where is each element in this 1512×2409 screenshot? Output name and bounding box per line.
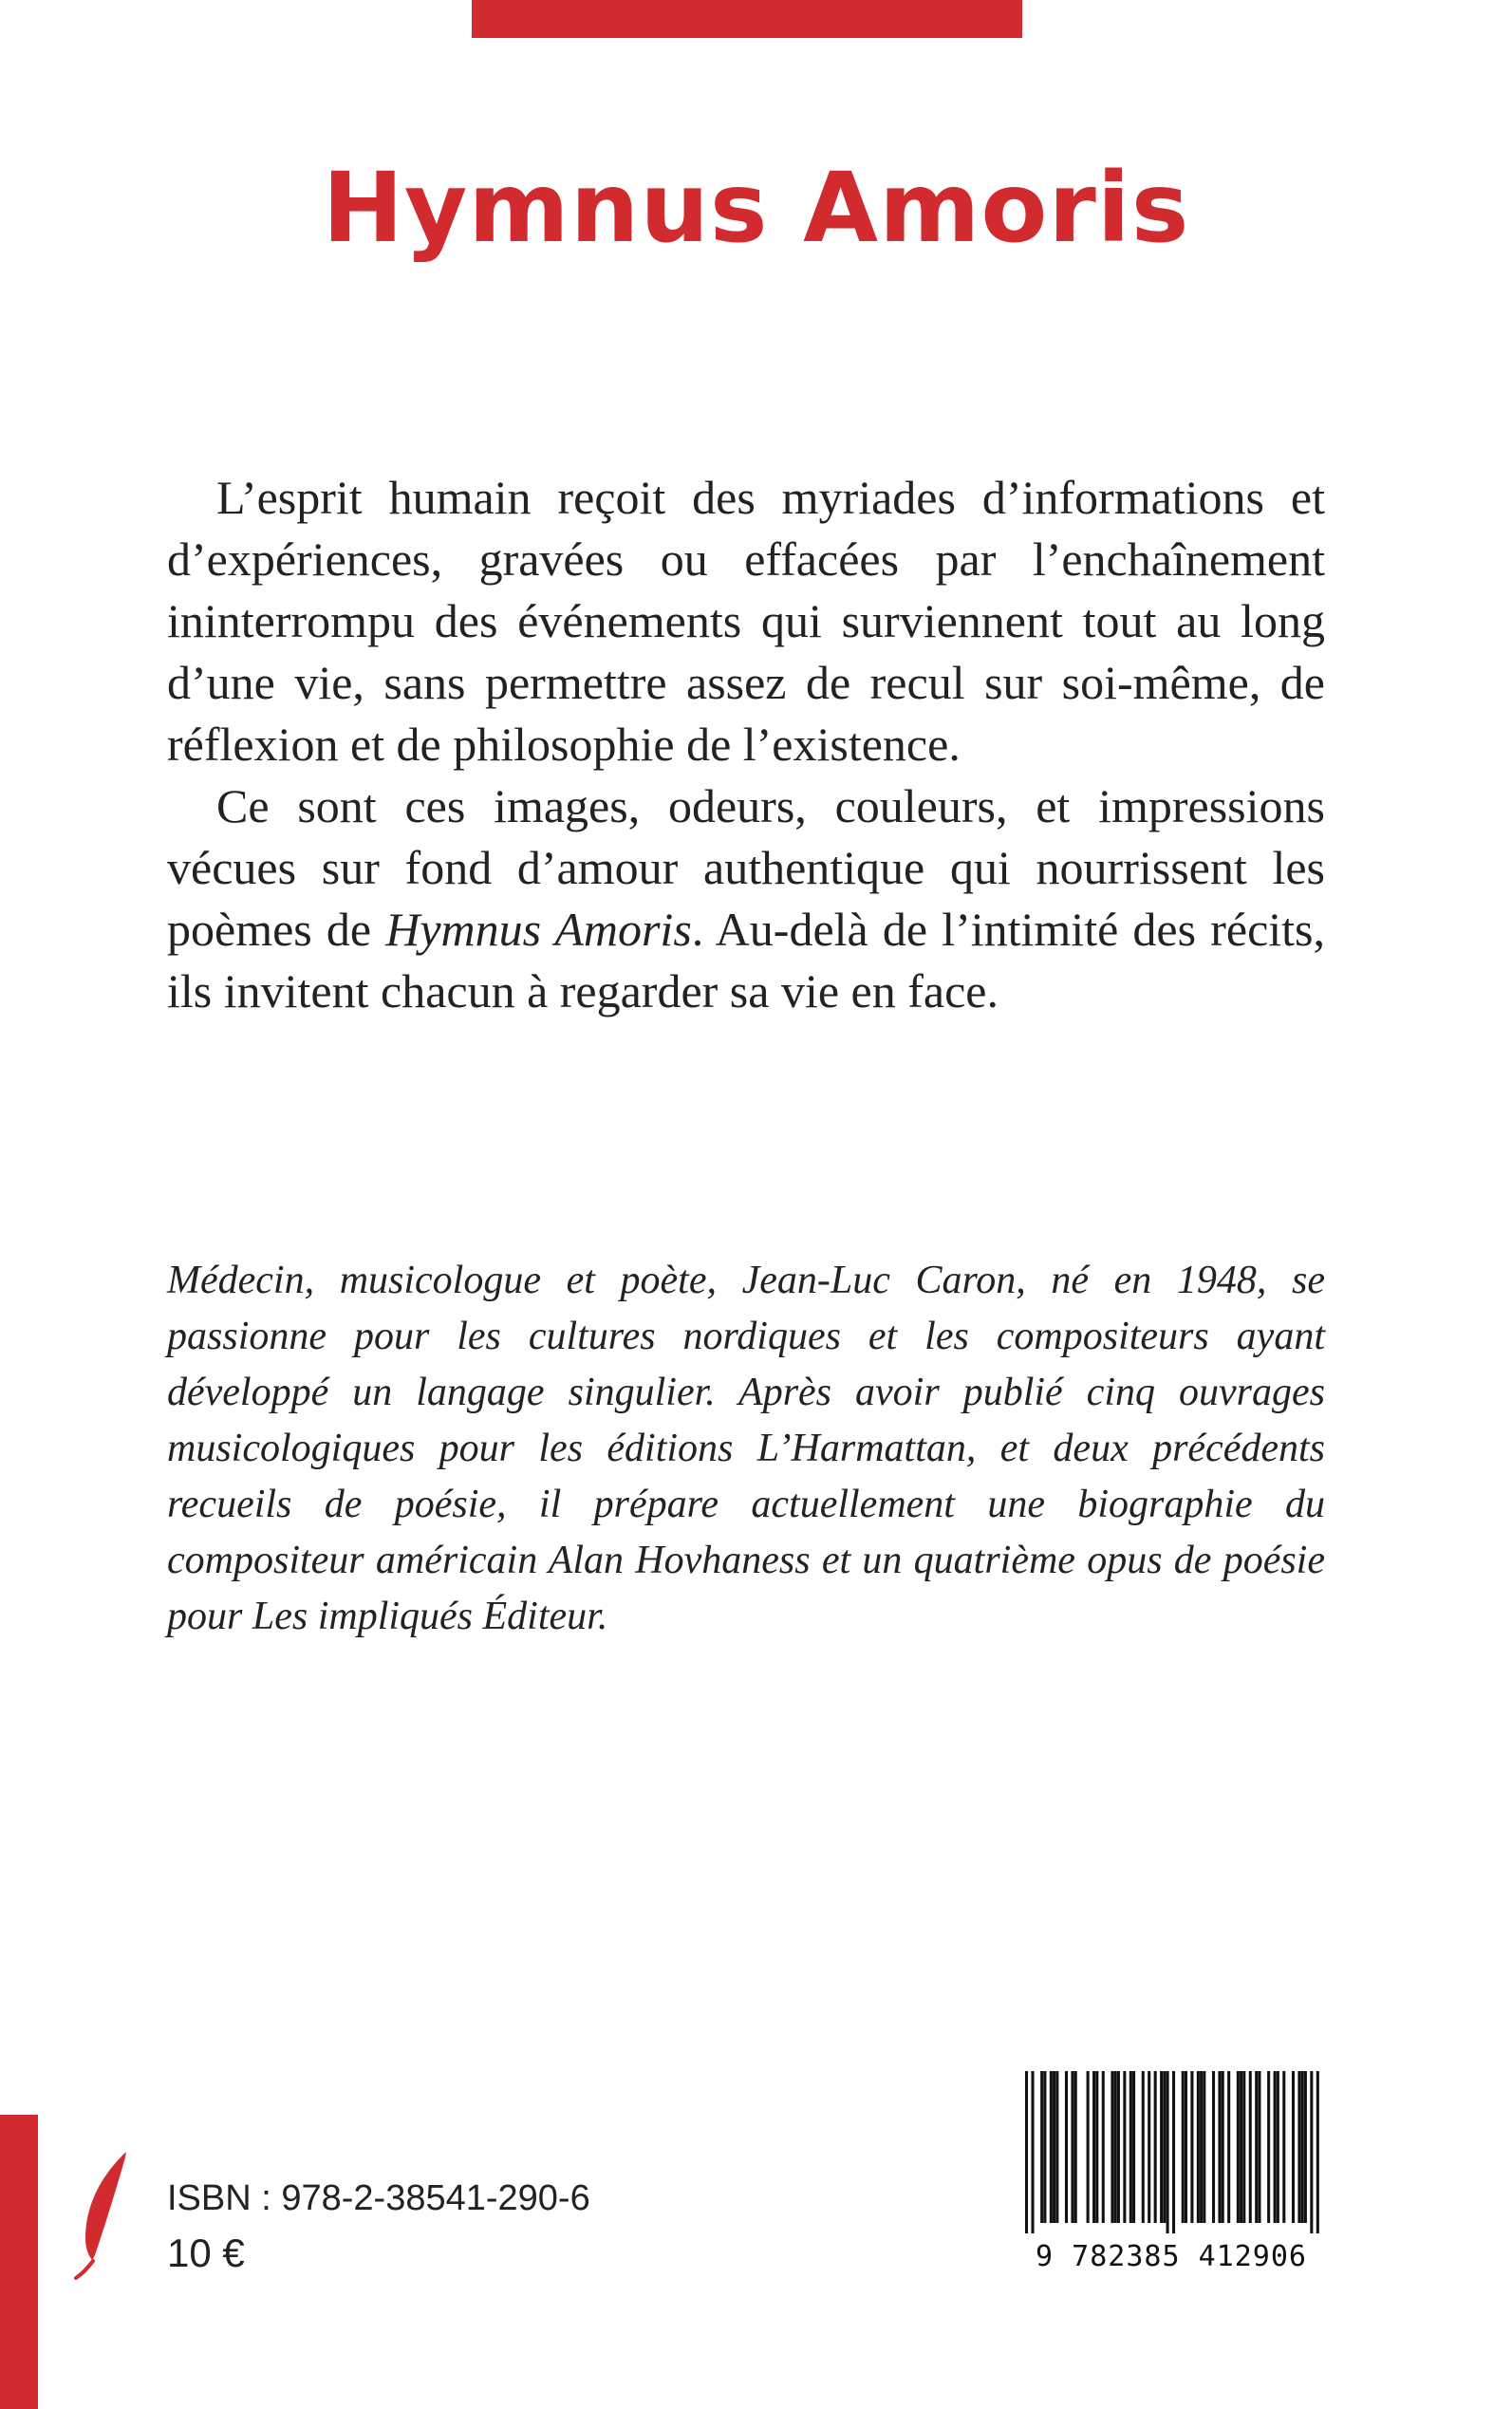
barcode-bar <box>1185 2071 1187 2223</box>
blurb-text-after-title: . Au-delà de l’intimité des récits, ils invitent chacun à regarder sa vie en face. <box>167 903 1325 1018</box>
blurb-text-before-title: Ce sont ces images, odeurs, couleurs, et impressions vécues sur fond d’amour authentique qui nourrissent les poèmes de <box>167 779 1325 956</box>
barcode-bar <box>1050 2071 1053 2223</box>
barcode <box>1010 2067 1333 2295</box>
barcode-digits: 9 782385 412906 <box>1036 2240 1307 2273</box>
barcode-bar <box>1249 2071 1252 2223</box>
barcode-bar <box>1190 2071 1193 2223</box>
price-label: 10 € <box>167 2231 245 2275</box>
barcode-bar <box>1031 2071 1034 2233</box>
barcode-bar <box>1123 2071 1126 2223</box>
barcode-bar <box>1167 2071 1169 2233</box>
barcode-bar <box>1025 2071 1028 2233</box>
barcode-bar <box>1148 2071 1150 2223</box>
barcode-bar <box>1203 2071 1205 2223</box>
barcode-bar <box>1277 2071 1279 2223</box>
barcode-bar <box>1297 2071 1300 2223</box>
barcode-bar <box>1154 2071 1157 2223</box>
barcode-bar <box>1301 2071 1304 2223</box>
barcode-bar <box>1200 2071 1203 2223</box>
feather-icon <box>72 2147 148 2280</box>
barcode-bar <box>1172 2071 1175 2233</box>
back-cover-blurb <box>167 467 1325 1022</box>
barcode-bar <box>1267 2071 1270 2223</box>
blurb-paragraph-2 <box>167 775 1325 1022</box>
barcode-bar <box>1074 2071 1077 2223</box>
barcode-bar <box>1129 2071 1132 2223</box>
barcode-bar <box>1163 2071 1166 2223</box>
barcode-bar <box>1182 2071 1185 2223</box>
author-bio <box>167 1253 1325 1645</box>
barcode-bar <box>1055 2071 1058 2223</box>
book-title: Hymnus Amoris <box>322 152 1190 265</box>
barcode-bar <box>1053 2071 1055 2223</box>
barcode-bar <box>1065 2071 1068 2223</box>
barcode-bar <box>1212 2071 1215 2223</box>
barcode-bar <box>1092 2071 1095 2223</box>
barcode-bar <box>1222 2071 1224 2223</box>
barcode-bar <box>1242 2071 1245 2223</box>
barcode-bar <box>1218 2071 1221 2223</box>
top-accent-bar <box>472 0 1022 38</box>
barcode-bar <box>1292 2071 1295 2223</box>
barcode-bar <box>1043 2071 1046 2223</box>
blurb-paragraph-1: L’esprit humain reçoit des myriades d’informations et d’expériences, gravées ou effacées par l’enchaînement ininterrompu des événements qui surviennent tout au long d’une vie, sans permettre assez de recul sur soi-même, de réflexion et de philosophie de l’existence. <box>167 471 1325 771</box>
barcode-bar <box>1071 2071 1073 2223</box>
barcode-bar <box>1237 2071 1240 2223</box>
author-bio-text: Médecin, musicologue et poète, Jean-Luc Caron, né en 1948, se passionne pour les cultures nordiques et les compositeurs ayant développé un langage singulier. Après avoir publié cinq ouvrages musicologiques pour les éditions L’Harmattan, et deux précédents recueils de poésie, il prépare actuellement une biographie du compositeur américain Alan Hovhaness et un quatrième opus de poésie pour Les impliqués Éditeur. <box>167 1259 1325 1638</box>
barcode-bar <box>1114 2071 1117 2223</box>
barcode-bar <box>1227 2071 1230 2223</box>
barcode-bar <box>1316 2071 1319 2233</box>
barcode-bar <box>1102 2071 1105 2223</box>
barcode-bar <box>1310 2071 1313 2233</box>
barcode-bar <box>1255 2071 1258 2223</box>
barcode-bar <box>1160 2071 1163 2223</box>
isbn-label: ISBN : 978-2-38541-290-6 <box>167 2178 590 2218</box>
barcode-bar <box>1258 2071 1260 2223</box>
blurb-inline-title: Hymnus Amoris <box>385 903 692 956</box>
barcode-bar <box>1142 2071 1145 2223</box>
barcode-bars <box>1010 2067 1333 2233</box>
barcode-bar <box>1095 2071 1098 2223</box>
side-accent-bar <box>0 2115 38 2409</box>
barcode-bar <box>1111 2071 1113 2223</box>
barcode-bar <box>1040 2071 1043 2223</box>
barcode-bar <box>1117 2071 1120 2223</box>
barcode-bar <box>1274 2071 1277 2223</box>
barcode-bar <box>1197 2071 1200 2223</box>
barcode-bar <box>1304 2071 1307 2223</box>
barcode-bar <box>1282 2071 1285 2223</box>
barcode-bar <box>1132 2071 1135 2223</box>
barcode-bar <box>1087 2071 1090 2223</box>
barcode-bar <box>1240 2071 1242 2223</box>
